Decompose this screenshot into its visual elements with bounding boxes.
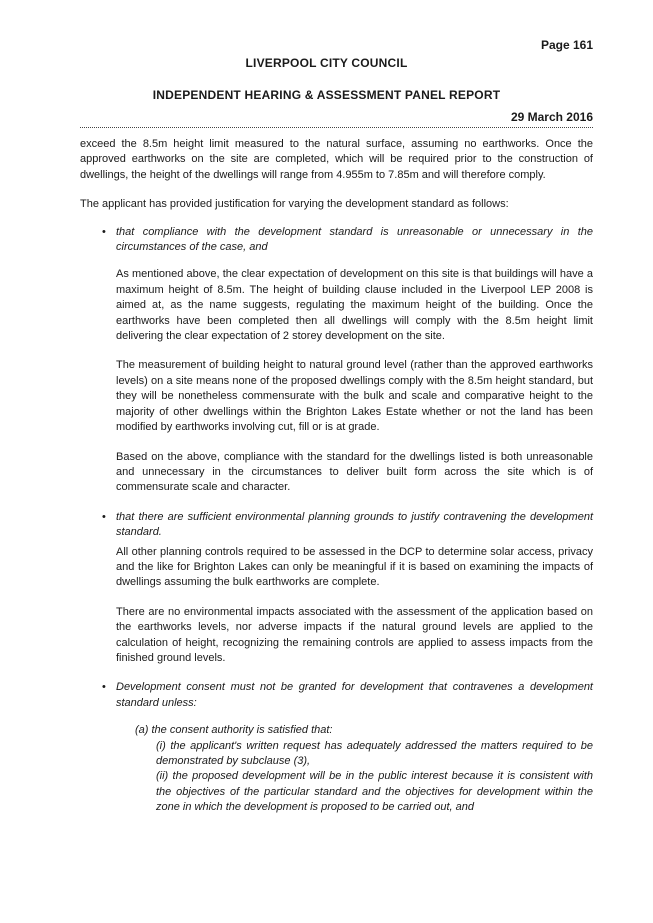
report-body [80, 137, 593, 816]
bullet-text: that compliance with the development standard is unreasonable or unnecessary in the circumstances of the case, and [116, 225, 593, 254]
sub-clause-a: (a) the consent authority is satisfied that: [135, 724, 333, 737]
council-name: LIVERPOOL CITY COUNCIL [245, 56, 408, 70]
sub-clause-i: (i) the applicant's written request has adequately addressed the matters required to be demonstrated by subclause (3), [156, 739, 593, 767]
bullet-icon: • [102, 510, 106, 523]
bullet-item [80, 510, 593, 541]
paragraph: exceed the 8.5m height limit measured to the natural surface, assuming no earthworks. Once the approved earthworks on the site are completed, which will be required prior to the construction of dwellings, the height of the dwellings will range from 4.955m to 7.85m and will therefore comply. [80, 138, 593, 181]
paragraph: All other planning controls required to be assessed in the DCP to determine solar access, privacy and the like for Brighton Lakes can only be meaningful if it is based on examining the impacts of dwellings assuming the bulk earthworks are complete. [116, 545, 593, 589]
bullet-icon: • [102, 681, 106, 694]
report-title: INDEPENDENT HEARING & ASSESSMENT PANEL REPORT [152, 88, 501, 102]
paragraph: Based on the above, compliance with the standard for the dwellings listed is both unreasonable and unnecessary in the circumstances to deliver built form across the site which is of commensurate scale and character. [116, 450, 593, 494]
bullet-text: Development consent must not be granted for development that contravenes a development standard unless: [116, 681, 593, 709]
paragraph: The measurement of building height to natural ground level (rather than the approved earthworks levels) on a site means none of the proposed dwellings comply with the 8.5m height standard, but they will be nonetheless commensurate with the bulk and scale and comparative height to the majority of other dwellings within the Brighton Lakes Estate whether or not the land has been modified by earthworks involving cut, fill or is at grade. [116, 359, 593, 434]
indented-block [80, 267, 593, 495]
paragraph: The applicant has provided justification for varying the development standard as follows: [80, 198, 509, 211]
bullet-item [80, 225, 593, 256]
page-number: Page 161 [540, 38, 593, 52]
paragraph: As mentioned above, the clear expectation of development on this site is that buildings will have a maximum height of 8.5m. The height of building clause included in the Liverpool LEP 2008 is aimed at, as the name suggests, regulating the maximum height of the building. Once the earthworks have been completed then all dwellings will comply with the 8.5m height limit delivering the clear expectation of 2 storey development on the site. [116, 268, 593, 343]
indented-block [80, 545, 593, 667]
sub-clause-ii: (ii) the proposed development will be in the public interest because it is consistent with the objectives of the particular standard and the objectives for development within the zone in which the development is proposed to be carried out, and [156, 770, 593, 814]
paragraph: There are no environmental impacts associated with the assessment of the application based on the earthworks levels, nor adverse impacts if the natural ground levels are applied to the calculation of height, recognizing the remaining controls are applied to assess impacts from the finished ground levels. [116, 605, 593, 664]
report-date: 29 March 2016 [510, 110, 593, 124]
header-divider [80, 127, 593, 128]
bullet-icon: • [102, 225, 106, 238]
bullet-text: that there are sufficient environmental planning grounds to justify contravening the development standard. [116, 510, 593, 539]
bullet-item [80, 680, 593, 711]
